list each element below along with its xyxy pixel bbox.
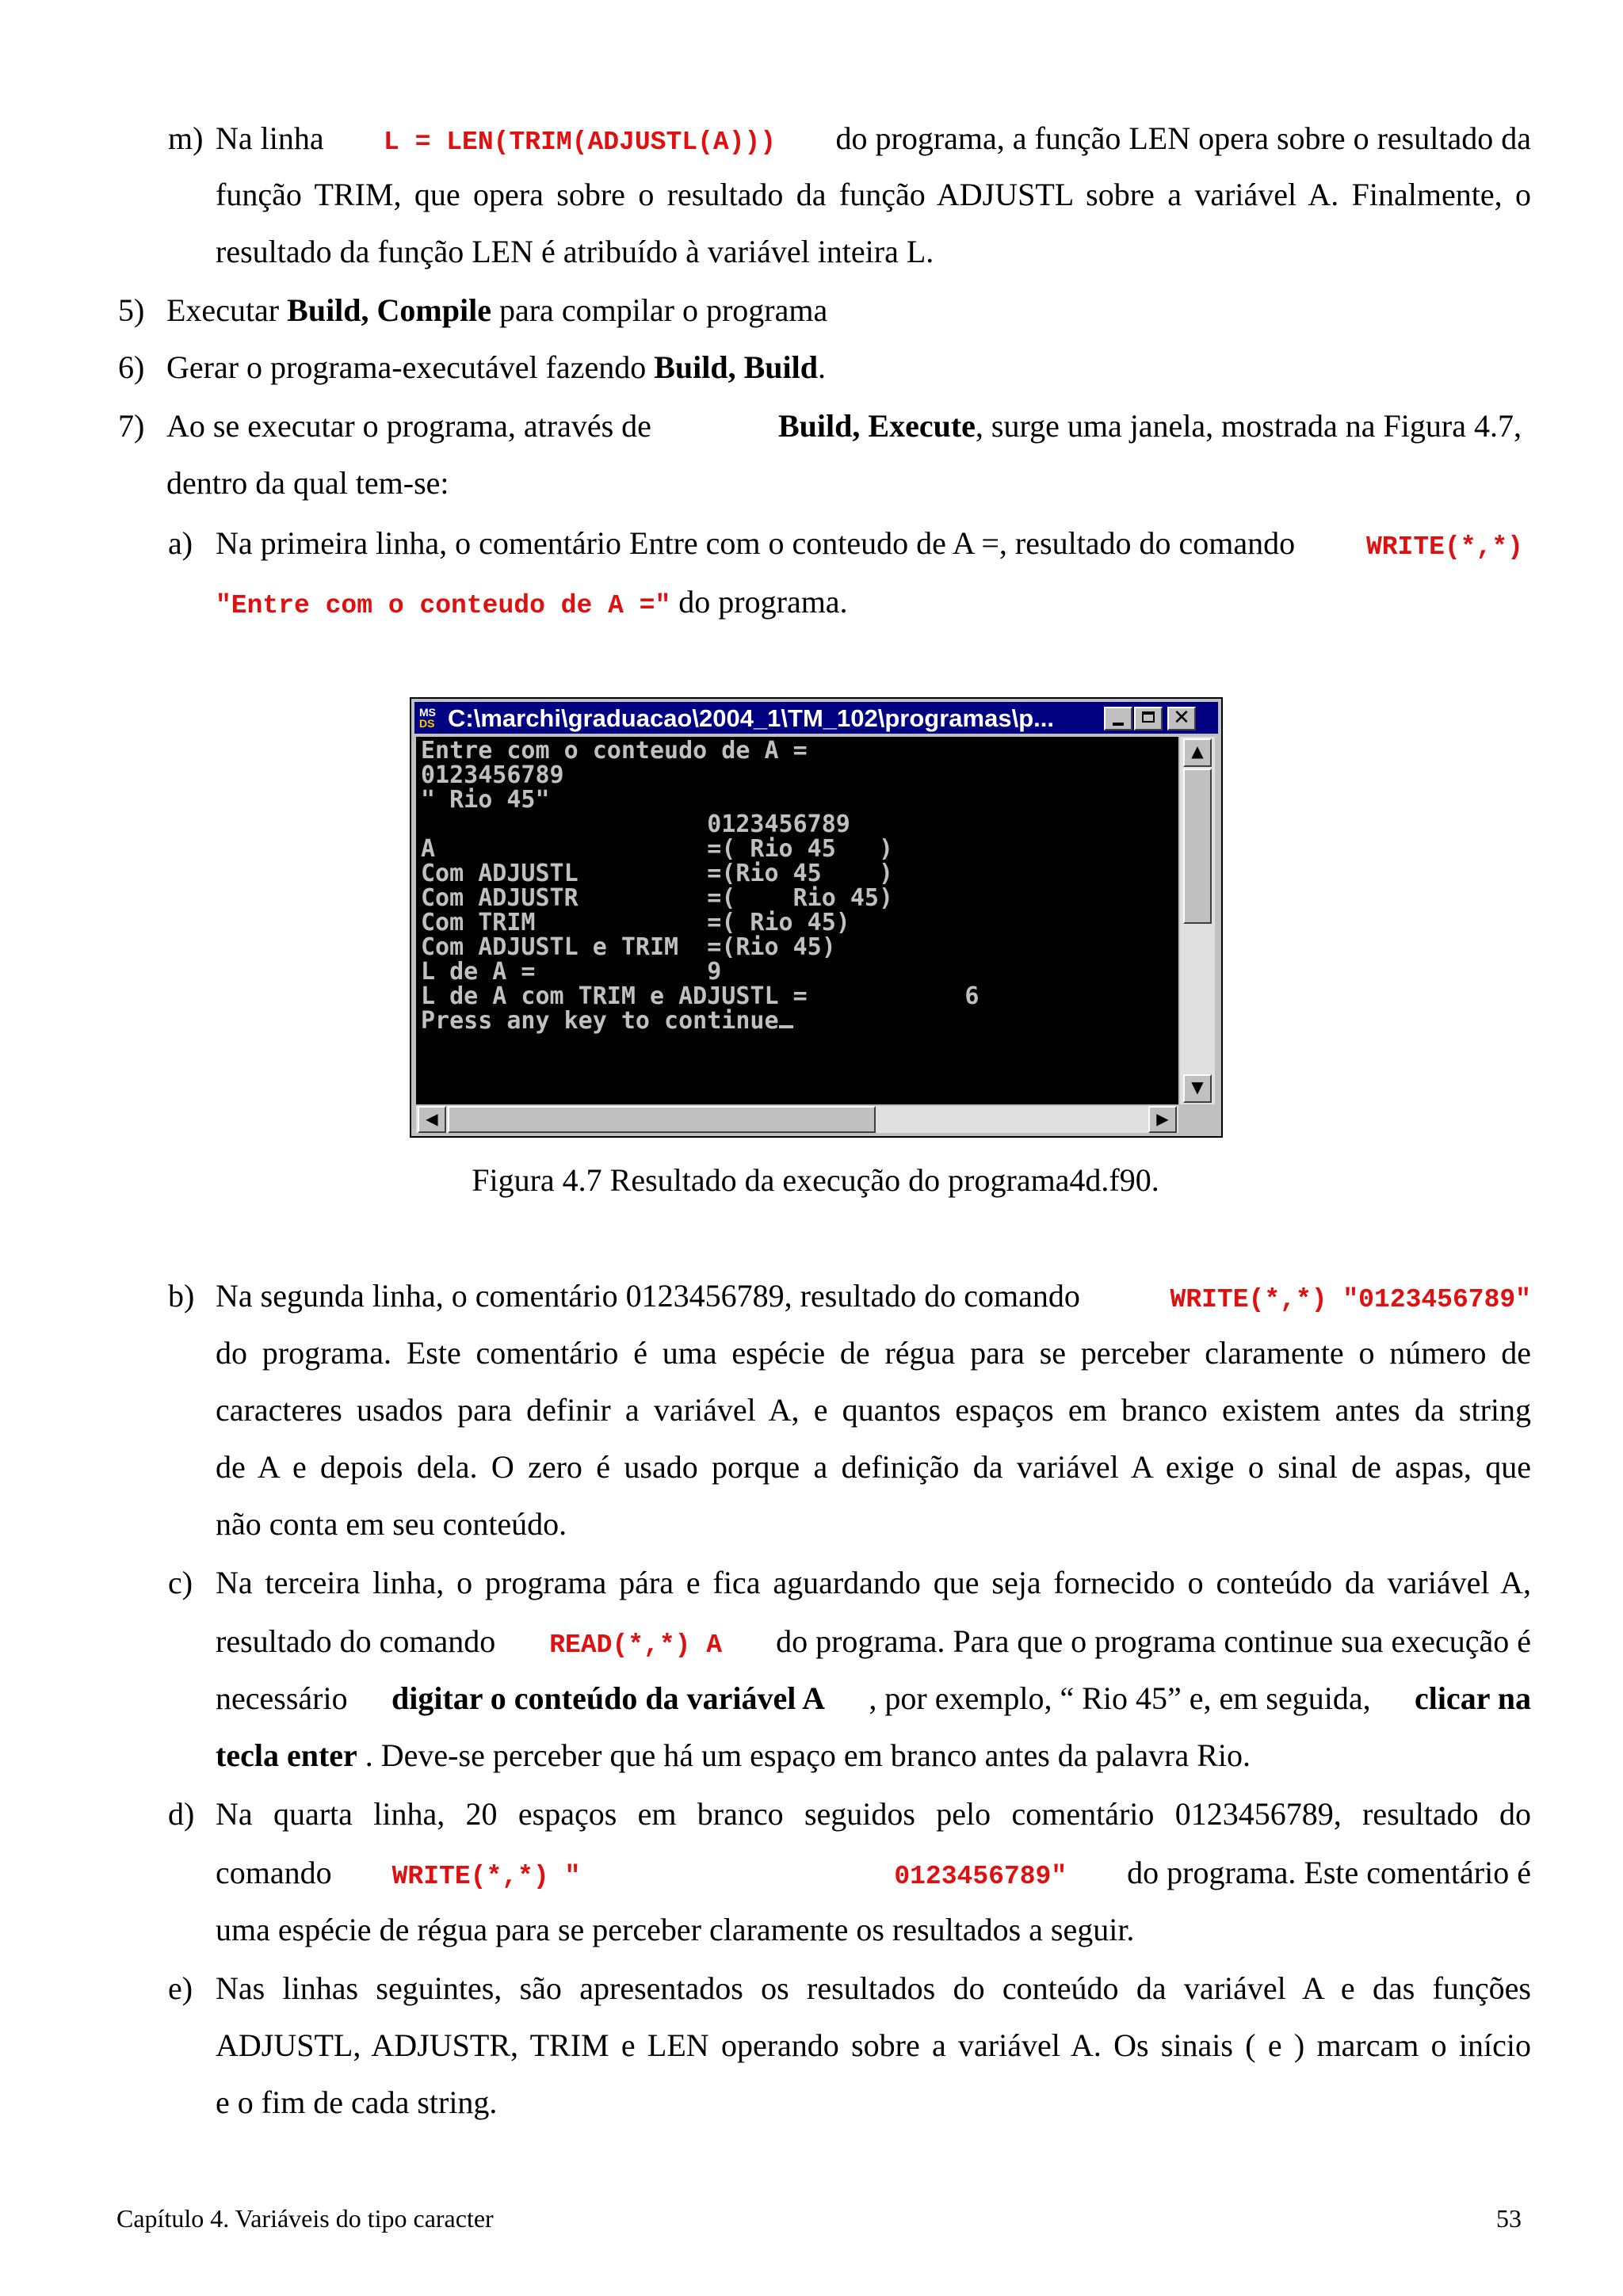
console-line: A =( Rio 45 ) [421,835,894,863]
step-7-line-2: dentro da qual tem-se: [166,465,449,501]
console-window [410,697,1223,1138]
resize-grip[interactable] [1180,1106,1215,1133]
console-line: Entre com o conteudo de A = [421,737,808,765]
maximize-icon [1142,711,1155,723]
footer-chapter: Capítulo 4. Variáveis do tipo caracter [116,2204,494,2233]
item-d-marker: d) [168,1796,195,1832]
text-cursor [779,1025,793,1028]
item-e-marker: e) [168,1970,193,2006]
code-len-trim-adjustl: L = LEN(TRIM(ADJUSTL(A))) [384,128,777,157]
item-c-line-2: resultado do comando READ(*,*) A do programa. Para que o programa continue sua execução é [216,1623,1531,1660]
step-6-text: Gerar o programa-executável fazendo Build, Build. [166,349,826,385]
step-5-marker: 5) [118,292,145,328]
step-7-marker: 7) [118,408,145,444]
arrow-down-icon: ▼ [1191,1077,1204,1097]
code-read-a: READ(*,*) A [549,1630,723,1660]
item-c-line-4: tecla enter . Deve-se perceber que há um espaço em branco antes da palavra Rio. [216,1737,1251,1773]
step-5-text: Executar Build, Compile para compilar o programa [166,292,828,328]
item-b-line-5: não conta em seu conteúdo. [216,1506,567,1542]
item-m-line-3: resultado da função LEN é atribuído à variável inteira L. [216,234,934,269]
minimize-button[interactable] [1104,707,1132,730]
item-d-line-1: Na quarta linha, 20 espaços em branco seguidos pelo comentário 0123456789, resultado do [216,1796,1531,1832]
msdos-icon: MS DS [419,706,436,730]
scroll-right-button[interactable] [1148,1106,1177,1133]
arrow-left-icon: ◀ [426,1109,438,1128]
item-c-line-3: necessário digitar o conteúdo da variável A , por exemplo, “ Rio 45” e, em seguida, clicar na [216,1680,1531,1716]
console-line: 0123456789 [421,761,564,789]
console-line: Com ADJUSTL =(Rio 45 ) [421,860,894,887]
console-line: " Rio 45" [421,786,550,814]
console-line: 0123456789 [421,810,850,838]
scroll-thumb[interactable] [1183,769,1212,924]
item-b-marker: b) [168,1278,195,1314]
item-b-line-3: caracteres usados para definir a variável A, e quantos espaços em branco existem antes da string [216,1392,1531,1428]
page-number: 53 [1496,2204,1522,2233]
scroll-down-button[interactable] [1183,1074,1212,1103]
window-title-bar[interactable] [414,702,1218,734]
item-m-line-2: função TRIM, que opera sobre o resultado da função ADJUSTL sobre a variável A. Finalmente, o [216,177,1531,212]
scroll-thumb-horizontal[interactable] [448,1106,876,1133]
item-d-line-2: comando WRITE(*,*) " 0123456789" do programa. Este comentário é [216,1855,1531,1891]
item-b-line-2: do programa. Este comentário é uma espécie de régua para se perceber claramente o número de [216,1335,1531,1371]
item-e-line-2: ADJUSTL, ADJUSTR, TRIM e LEN operando sobre a variável A. Os sinais ( e ) marcam o início [216,2027,1531,2063]
arrow-up-icon: ▲ [1191,742,1204,761]
item-d-line-3: uma espécie de régua para se perceber claramente os resultados a seguir. [216,1912,1135,1947]
console-line: L de A = 9 [421,958,722,986]
item-a-line-1: Na primeira linha, o comentário Entre com o conteudo de A =, resultado do comando WRITE(*,*) [216,525,1523,562]
code-write-spaced-ruler: WRITE(*,*) " 0123456789" [391,1862,1067,1891]
minimize-icon [1113,723,1124,726]
arrow-right-icon: ▶ [1156,1109,1169,1128]
item-a-marker: a) [168,525,193,561]
code-write-entre: "Entre com o conteudo de A =" [216,591,671,620]
code-write-a1: WRITE(*,*) [1365,532,1523,562]
console-line: Com ADJUSTR =( Rio 45) [421,884,894,912]
item-b-line-1: Na segunda linha, o comentário 0123456789, resultado do comando WRITE(*,*) "0123456789" [216,1278,1531,1314]
item-e-line-1: Nas linhas seguintes, são apresentados os resultados do conteúdo da variável A e das funções [216,1970,1531,2006]
item-b-line-4: de A e depois dela. O zero é usado porque a definição da variável A exige o sinal de aspas, que [216,1449,1531,1485]
console-line: Com TRIM =( Rio 45) [421,909,850,936]
item-m-marker: m) [168,120,204,156]
window-title: C:\marchi\graduacao\2004_1\TM_102\programas\p... [448,704,1054,732]
item-c-marker: c) [168,1565,193,1600]
item-c-line-1: Na terceira linha, o programa pára e fica aguardando que seja fornecido o conteúdo da variável A, [216,1565,1531,1600]
vertical-scrollbar[interactable] [1180,737,1215,1104]
close-icon: ✕ [1173,706,1190,730]
item-m-line-1: Na linha L = LEN(TRIM(ADJUSTL(A))) do programa, a função LEN opera sobre o resultado da [216,120,1531,157]
item-e-line-3: e o fim de cada string. [216,2084,498,2120]
code-write-ruler: WRITE(*,*) "0123456789" [1170,1285,1531,1314]
console-line-prompt: Press any key to continue [421,1009,793,1033]
scroll-up-button[interactable] [1183,738,1212,767]
horizontal-scrollbar[interactable] [416,1106,1178,1133]
item-a-line-2: "Entre com o conteudo de A =" do programa. [216,584,848,620]
console-line: Com ADJUSTL e TRIM =(Rio 45) [421,933,836,961]
console-output [416,737,1178,1104]
close-button[interactable] [1167,707,1196,730]
step-7-line-1: Ao se executar o programa, através de Build, Execute, surge uma janela, mostrada na Figura 4.7, [166,408,1522,444]
figure-caption: Figura 4.7 Resultado da execução do programa4d.f90. [472,1162,1159,1198]
console-line: L de A com TRIM e ADJUSTL = 6 [421,982,980,1010]
scroll-left-button[interactable] [418,1106,446,1133]
maximize-button[interactable] [1134,707,1163,730]
step-6-marker: 6) [118,349,145,385]
